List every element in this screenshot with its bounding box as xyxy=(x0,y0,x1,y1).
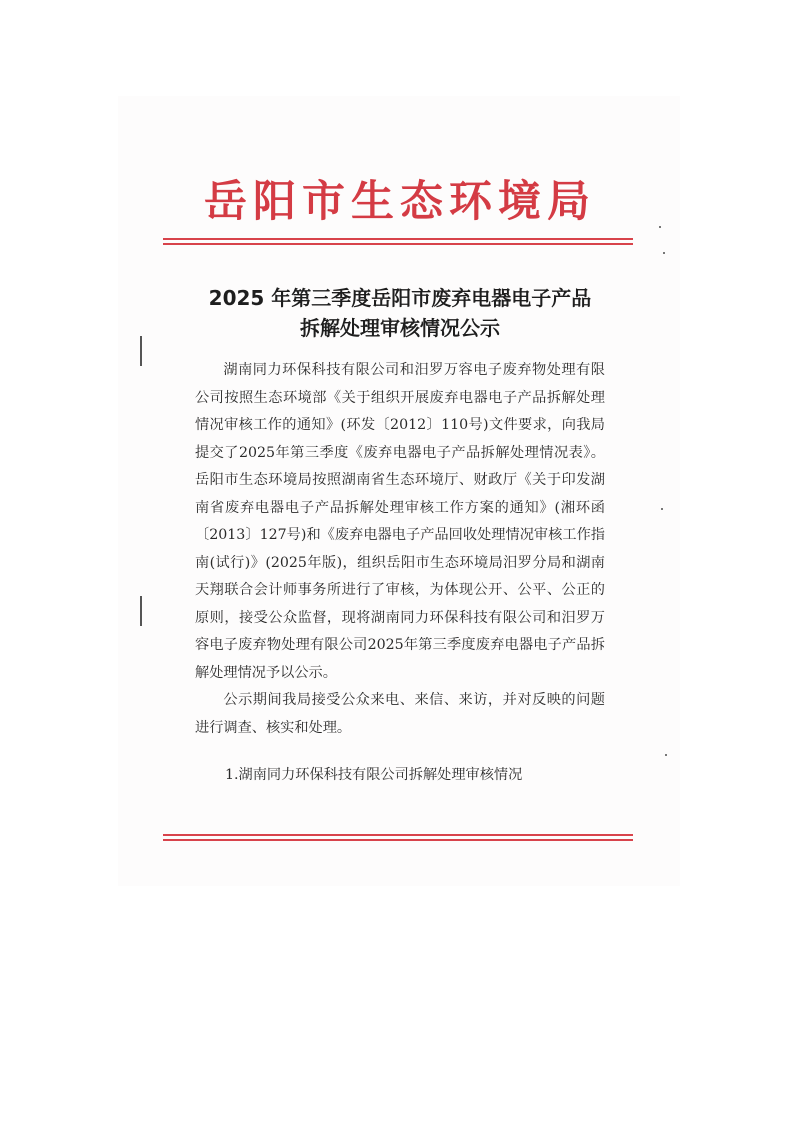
body-paragraph-2: 公示期间我局接受公众来电、来信、来访，并对反映的问题进行调查、核实和处理。 xyxy=(195,692,605,736)
scan-speck xyxy=(661,508,663,510)
scan-margin-mark xyxy=(140,596,142,626)
agency-header-title: 岳阳市生态环境局 xyxy=(204,177,596,227)
scan-speck xyxy=(663,252,665,254)
footer-rule-bottom xyxy=(163,839,633,841)
document-title-line-1: 2025 年第三季度岳阳市废弃电器电子产品 xyxy=(208,286,592,310)
document-body xyxy=(195,357,605,742)
body-paragraph-1: 湖南同力环保科技有限公司和汨罗万容电子废弃物处理有限公司按照生态环境部《关于组织开展废弃电器电子产品拆解处理情况审核工作的通知》(环发〔2012〕110号)文件要求，向我局提交了2025年第三季度《废弃电器电子产品拆解处理情况表》。岳阳市生态环境局按照湖南省生态环境厅、财政厅《关于印发湖南省废弃电器电子产品拆解处理审核工作方案的通知》(湘环函〔2013〕127号)和《废弃电器电子产品回收处理情况审核工作指南(试行)》(2025年版)，组织岳阳市生态环境局汨罗分局和湖南天翔联合会计师事务所进行了审核，为体现公开、公平、公正的原则，接受公众监督，现将湖南同力环保科技有限公司和汨罗万容电子废弃物处理有限公司2025年第三季度废弃电器电子产品拆解处理情况予以公示。 xyxy=(195,362,605,681)
scan-speck xyxy=(665,754,667,756)
section-item-1: 1.湖南同力环保科技有限公司拆解处理审核情况 xyxy=(225,767,523,783)
header-rule-bottom xyxy=(163,243,633,245)
header-rule-top xyxy=(163,238,633,240)
scan-margin-mark xyxy=(140,336,142,366)
footer-rule-top xyxy=(163,834,633,836)
document-title-line-2: 拆解处理审核情况公示 xyxy=(300,316,500,340)
scan-speck xyxy=(659,226,661,228)
